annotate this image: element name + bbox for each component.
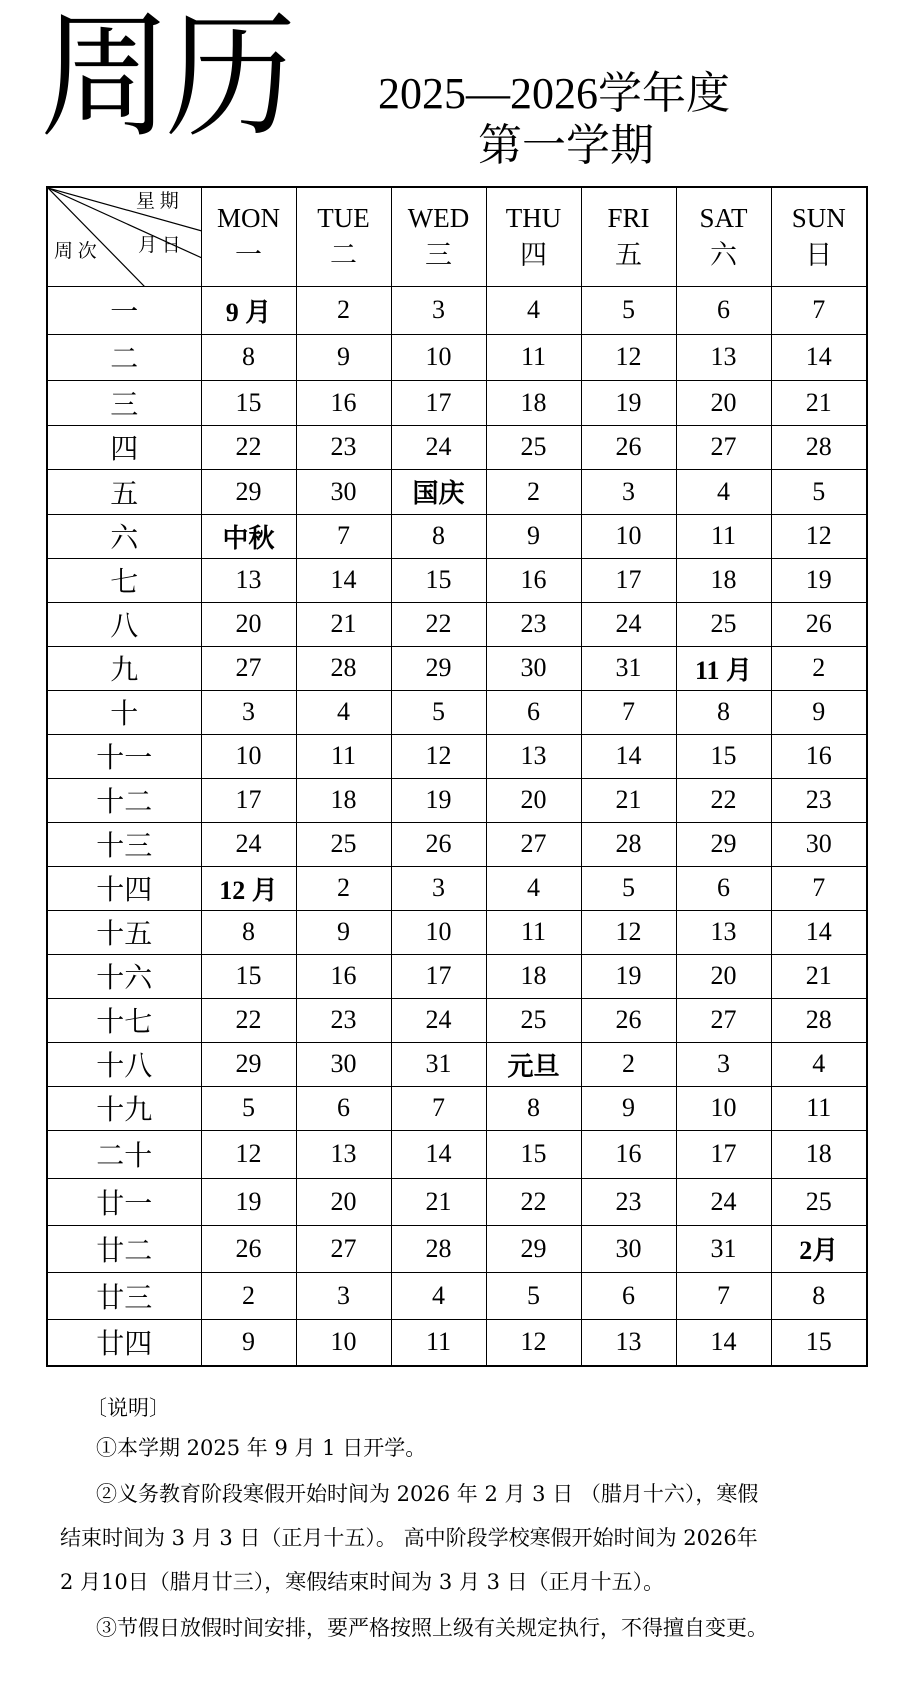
week-number-cell: 十八 <box>47 1042 201 1086</box>
date-cell: 19 <box>581 954 676 998</box>
date-cell: 10 <box>676 1086 771 1130</box>
week-row <box>47 514 867 558</box>
date-cell: 16 <box>486 558 581 602</box>
date-cell: 6 <box>486 690 581 734</box>
date-cell: 18 <box>676 558 771 602</box>
week-row <box>47 998 867 1042</box>
date-cell: 14 <box>581 734 676 778</box>
date-cell: 10 <box>391 334 486 380</box>
date-cell: 15 <box>201 954 296 998</box>
day-header-tue: TUE 二 <box>296 187 391 286</box>
date-cell: 15 <box>771 1319 867 1366</box>
date-cell: 8 <box>201 910 296 954</box>
week-row <box>47 1130 867 1178</box>
week-number-cell: 三 <box>47 380 201 425</box>
date-cell: 11 <box>296 734 391 778</box>
date-cell: 17 <box>391 380 486 425</box>
date-cell: 29 <box>201 469 296 514</box>
date-cell: 30 <box>296 469 391 514</box>
week-row <box>47 1042 867 1086</box>
date-cell: 6 <box>581 1272 676 1319</box>
date-cell: 15 <box>201 380 296 425</box>
date-cell: 29 <box>676 822 771 866</box>
date-cell: 10 <box>201 734 296 778</box>
week-number-cell: 二 <box>47 334 201 380</box>
date-cell: 16 <box>581 1130 676 1178</box>
week-number-cell: 十 <box>47 690 201 734</box>
date-cell: 2 <box>296 286 391 334</box>
date-cell: 8 <box>201 334 296 380</box>
date-cell: 10 <box>391 910 486 954</box>
week-row <box>47 822 867 866</box>
date-cell: 23 <box>296 998 391 1042</box>
date-cell: 2 <box>296 866 391 910</box>
calendar-body <box>47 286 867 1366</box>
term-name: 第一学期 <box>478 121 654 170</box>
date-cell: 9 <box>296 910 391 954</box>
date-cell: 11 <box>676 514 771 558</box>
date-cell: 19 <box>201 1178 296 1225</box>
date-cell: 2月 <box>771 1225 867 1272</box>
date-cell: 21 <box>581 778 676 822</box>
date-cell: 21 <box>771 954 867 998</box>
date-cell: 中秋 <box>201 514 296 558</box>
date-cell: 29 <box>486 1225 581 1272</box>
date-cell: 11 <box>391 1319 486 1366</box>
date-cell: 25 <box>296 822 391 866</box>
note-2-line-3: 2 月10日（腊月廿三），寒假结束时间为 3 月 3 日（正月十五）。 <box>60 1570 665 1594</box>
date-cell: 8 <box>676 690 771 734</box>
date-cell: 24 <box>201 822 296 866</box>
date-cell: 21 <box>771 380 867 425</box>
date-cell: 30 <box>486 646 581 690</box>
date-cell: 28 <box>771 998 867 1042</box>
date-cell: 12 <box>771 514 867 558</box>
date-cell: 2 <box>581 1042 676 1086</box>
week-row <box>47 778 867 822</box>
date-cell: 23 <box>296 425 391 469</box>
week-number-cell: 十九 <box>47 1086 201 1130</box>
date-cell: 27 <box>201 646 296 690</box>
date-cell: 20 <box>676 380 771 425</box>
date-cell: 21 <box>296 602 391 646</box>
date-cell: 15 <box>391 558 486 602</box>
note-1: ①本学期 2025 年 9 月 1 日开学。 <box>96 1436 427 1460</box>
day-header-wed: WED 三 <box>391 187 486 286</box>
date-cell: 25 <box>676 602 771 646</box>
corner-header-cell <box>47 187 201 286</box>
date-cell: 26 <box>581 425 676 469</box>
date-cell: 16 <box>296 380 391 425</box>
date-cell: 31 <box>391 1042 486 1086</box>
date-cell: 15 <box>486 1130 581 1178</box>
day-header-mon: MON 一 <box>201 187 296 286</box>
date-cell: 4 <box>486 286 581 334</box>
week-row <box>47 602 867 646</box>
date-cell: 12 <box>581 334 676 380</box>
date-cell: 29 <box>391 646 486 690</box>
week-row <box>47 646 867 690</box>
date-cell: 24 <box>676 1178 771 1225</box>
date-cell: 18 <box>771 1130 867 1178</box>
date-cell: 14 <box>296 558 391 602</box>
date-cell: 5 <box>581 286 676 334</box>
date-cell: 13 <box>581 1319 676 1366</box>
week-number-cell: 十三 <box>47 822 201 866</box>
date-cell: 19 <box>581 380 676 425</box>
date-cell: 12 <box>486 1319 581 1366</box>
date-cell: 8 <box>771 1272 867 1319</box>
date-cell: 5 <box>391 690 486 734</box>
week-row <box>47 1272 867 1319</box>
date-cell: 9 <box>581 1086 676 1130</box>
week-number-cell: 六 <box>47 514 201 558</box>
week-row <box>47 866 867 910</box>
date-cell: 24 <box>581 602 676 646</box>
date-cell: 13 <box>201 558 296 602</box>
date-cell: 9 <box>771 690 867 734</box>
date-cell: 9 <box>296 334 391 380</box>
date-cell: 4 <box>771 1042 867 1086</box>
week-row <box>47 1178 867 1225</box>
date-cell: 9 月 <box>201 286 296 334</box>
date-cell: 13 <box>676 910 771 954</box>
date-cell: 3 <box>201 690 296 734</box>
week-row <box>47 734 867 778</box>
notes-heading: 〔说明〕 <box>86 1396 170 1420</box>
note-2-line-1: ②义务教育阶段寒假开始时间为 2026 年 2 月 3 日 （腊月十六），寒假 <box>96 1482 759 1506</box>
date-cell: 4 <box>676 469 771 514</box>
date-cell: 13 <box>676 334 771 380</box>
week-number-cell: 十一 <box>47 734 201 778</box>
date-cell: 26 <box>201 1225 296 1272</box>
week-row <box>47 558 867 602</box>
date-cell: 7 <box>771 286 867 334</box>
date-cell: 19 <box>391 778 486 822</box>
date-cell: 27 <box>486 822 581 866</box>
date-cell: 23 <box>486 602 581 646</box>
date-cell: 5 <box>486 1272 581 1319</box>
date-cell: 30 <box>771 822 867 866</box>
date-cell: 3 <box>391 866 486 910</box>
date-cell: 3 <box>676 1042 771 1086</box>
week-number-cell: 二十 <box>47 1130 201 1178</box>
page-title: 周历 <box>40 0 291 157</box>
week-number-cell: 九 <box>47 646 201 690</box>
date-cell: 2 <box>771 646 867 690</box>
date-cell: 26 <box>771 602 867 646</box>
date-cell: 10 <box>581 514 676 558</box>
date-cell: 23 <box>581 1178 676 1225</box>
week-number-cell: 七 <box>47 558 201 602</box>
date-cell: 29 <box>201 1042 296 1086</box>
date-cell: 27 <box>676 998 771 1042</box>
date-cell: 22 <box>676 778 771 822</box>
date-cell: 14 <box>676 1319 771 1366</box>
date-cell: 18 <box>486 380 581 425</box>
date-cell: 16 <box>296 954 391 998</box>
date-cell: 22 <box>486 1178 581 1225</box>
date-cell: 17 <box>676 1130 771 1178</box>
week-row <box>47 1319 867 1366</box>
week-number-cell: 十四 <box>47 866 201 910</box>
date-cell: 6 <box>676 286 771 334</box>
header-row <box>47 187 867 286</box>
week-row <box>47 286 867 334</box>
date-cell: 20 <box>296 1178 391 1225</box>
date-cell: 14 <box>771 334 867 380</box>
date-cell: 9 <box>486 514 581 558</box>
date-cell: 6 <box>676 866 771 910</box>
week-calendar-table <box>46 186 868 1367</box>
date-cell: 4 <box>391 1272 486 1319</box>
date-cell: 27 <box>676 425 771 469</box>
date-cell: 9 <box>201 1319 296 1366</box>
date-cell: 12 <box>391 734 486 778</box>
week-row <box>47 425 867 469</box>
week-number-cell: 八 <box>47 602 201 646</box>
date-cell: 8 <box>391 514 486 558</box>
week-row <box>47 334 867 380</box>
date-cell: 13 <box>296 1130 391 1178</box>
date-cell: 18 <box>296 778 391 822</box>
date-cell: 30 <box>581 1225 676 1272</box>
week-row <box>47 469 867 514</box>
date-cell: 3 <box>581 469 676 514</box>
day-header-sun: SUN 日 <box>771 187 867 286</box>
week-row <box>47 1086 867 1130</box>
date-cell: 6 <box>296 1086 391 1130</box>
date-cell: 21 <box>391 1178 486 1225</box>
date-cell: 22 <box>201 998 296 1042</box>
date-cell: 4 <box>296 690 391 734</box>
week-number-cell: 十二 <box>47 778 201 822</box>
date-cell: 12 <box>581 910 676 954</box>
date-cell: 3 <box>391 286 486 334</box>
date-cell: 8 <box>486 1086 581 1130</box>
date-cell: 22 <box>391 602 486 646</box>
date-cell: 26 <box>581 998 676 1042</box>
date-cell: 元旦 <box>486 1042 581 1086</box>
date-cell: 15 <box>676 734 771 778</box>
date-cell: 17 <box>581 558 676 602</box>
date-cell: 25 <box>771 1178 867 1225</box>
date-cell: 20 <box>486 778 581 822</box>
date-cell: 28 <box>581 822 676 866</box>
date-cell: 26 <box>391 822 486 866</box>
date-cell: 25 <box>486 425 581 469</box>
date-cell: 2 <box>486 469 581 514</box>
date-cell: 5 <box>771 469 867 514</box>
date-cell: 18 <box>486 954 581 998</box>
date-cell: 12 月 <box>201 866 296 910</box>
day-header-fri: FRI 五 <box>581 187 676 286</box>
day-header-sat: SAT 六 <box>676 187 771 286</box>
date-cell: 7 <box>676 1272 771 1319</box>
date-cell: 4 <box>486 866 581 910</box>
date-cell: 7 <box>296 514 391 558</box>
date-cell: 24 <box>391 425 486 469</box>
date-cell: 27 <box>296 1225 391 1272</box>
date-cell: 25 <box>486 998 581 1042</box>
date-cell: 22 <box>201 425 296 469</box>
date-cell: 2 <box>201 1272 296 1319</box>
date-cell: 17 <box>391 954 486 998</box>
date-cell: 14 <box>771 910 867 954</box>
date-cell: 3 <box>296 1272 391 1319</box>
week-number-cell: 一 <box>47 286 201 334</box>
date-cell: 28 <box>771 425 867 469</box>
week-number-cell: 廿二 <box>47 1225 201 1272</box>
date-cell: 17 <box>201 778 296 822</box>
date-cell: 11 <box>486 334 581 380</box>
week-number-cell: 廿四 <box>47 1319 201 1366</box>
date-cell: 11 <box>486 910 581 954</box>
week-number-cell: 四 <box>47 425 201 469</box>
week-number-cell: 廿三 <box>47 1272 201 1319</box>
date-cell: 11 月 <box>676 646 771 690</box>
week-row <box>47 1225 867 1272</box>
date-cell: 30 <box>296 1042 391 1086</box>
date-cell: 16 <box>771 734 867 778</box>
date-cell: 23 <box>771 778 867 822</box>
week-row <box>47 690 867 734</box>
date-cell: 11 <box>771 1086 867 1130</box>
week-number-cell: 十六 <box>47 954 201 998</box>
date-cell: 13 <box>486 734 581 778</box>
date-cell: 5 <box>201 1086 296 1130</box>
date-cell: 7 <box>581 690 676 734</box>
week-number-cell: 五 <box>47 469 201 514</box>
corner-label-zhouci: 周 次 <box>54 241 97 262</box>
note-2-line-2: 结束时间为 3 月 3 日（正月十五）。 高中阶段学校寒假开始时间为 2026年 <box>60 1526 758 1550</box>
academic-year: 2025—2026学年度 <box>378 69 730 118</box>
date-cell: 28 <box>296 646 391 690</box>
date-cell: 7 <box>391 1086 486 1130</box>
date-cell: 20 <box>676 954 771 998</box>
week-row <box>47 910 867 954</box>
date-cell: 28 <box>391 1225 486 1272</box>
date-cell: 7 <box>771 866 867 910</box>
date-cell: 5 <box>581 866 676 910</box>
date-cell: 国庆 <box>391 469 486 514</box>
date-cell: 31 <box>676 1225 771 1272</box>
week-row <box>47 954 867 998</box>
week-number-cell: 十七 <box>47 998 201 1042</box>
week-number-cell: 十五 <box>47 910 201 954</box>
date-cell: 10 <box>296 1319 391 1366</box>
date-cell: 14 <box>391 1130 486 1178</box>
date-cell: 24 <box>391 998 486 1042</box>
week-row <box>47 380 867 425</box>
corner-label-yueri: 月 日 <box>138 235 181 256</box>
date-cell: 12 <box>201 1130 296 1178</box>
date-cell: 31 <box>581 646 676 690</box>
week-number-cell: 廿一 <box>47 1178 201 1225</box>
note-3: ③节假日放假时间安排，要严格按照上级有关规定执行，不得擅自变更。 <box>96 1616 768 1640</box>
corner-label-xingqi: 星 期 <box>136 191 179 212</box>
date-cell: 19 <box>771 558 867 602</box>
date-cell: 20 <box>201 602 296 646</box>
day-header-thu: THU 四 <box>486 187 581 286</box>
